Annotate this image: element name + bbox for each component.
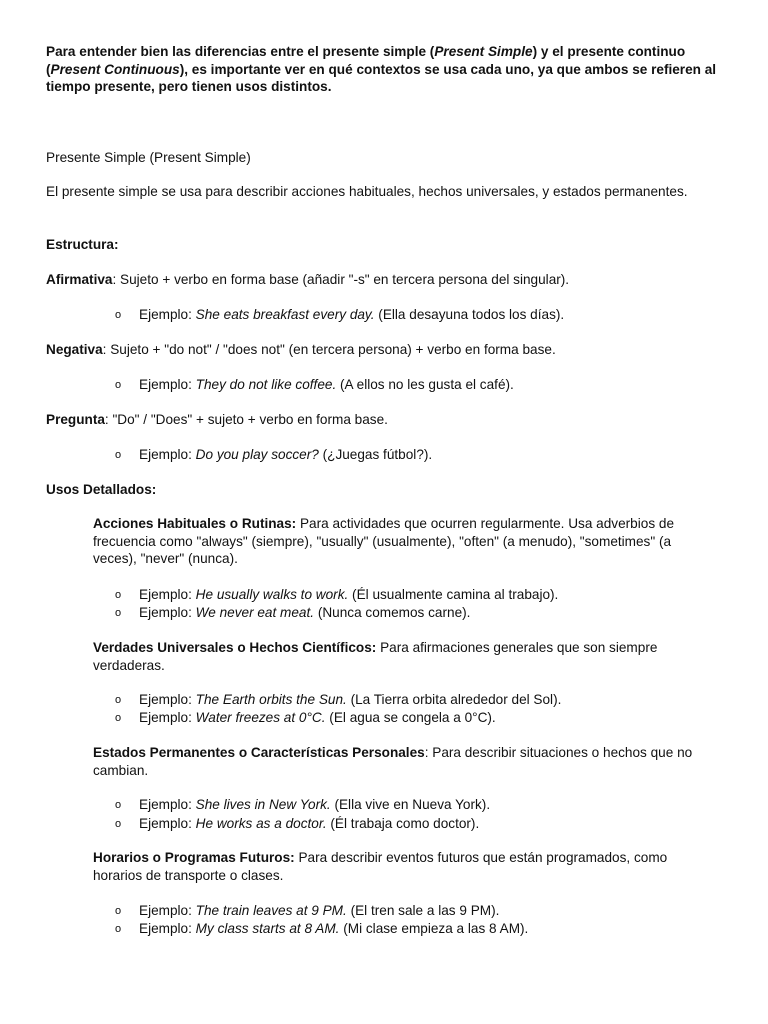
- structure-negativa: Negativa: Sujeto + "do not" / "does not" (en tercera persona) + verbo en forma base.: [46, 342, 556, 357]
- bullet-icon: o: [115, 923, 122, 935]
- bullet-icon: o: [115, 818, 122, 830]
- example-habituales-2: Ejemplo: We never eat meat. (Nunca comemos carne).: [139, 605, 471, 620]
- structure-afirmativa: Afirmativa: Sujeto + verbo en forma base (añadir "-s" en tercera persona del singular).: [46, 272, 570, 287]
- example-habituales-1: Ejemplo: He usually walks to work. (Él usualmente camina al trabajo).: [139, 587, 559, 602]
- bullet-icon: o: [115, 449, 122, 461]
- example-afirmativa: Ejemplo: She eats breakfast every day. (Ella desayuna todos los días).: [139, 307, 565, 322]
- usos-heading: Usos Detallados:: [46, 482, 157, 497]
- example-horarios-2: Ejemplo: My class starts at 8 AM. (Mi clase empieza a las 8 AM).: [139, 921, 529, 936]
- bullet-icon: o: [115, 589, 122, 601]
- bullet-icon: o: [115, 799, 122, 811]
- structure-pregunta: Pregunta: "Do" / "Does" + sujeto + verbo en forma base.: [46, 412, 388, 427]
- example-estados-1: Ejemplo: She lives in New York. (Ella vive en Nueva York).: [139, 797, 491, 812]
- section-title: Presente Simple (Present Simple): [46, 150, 251, 165]
- section-description: El presente simple se usa para describir acciones habituales, hechos universales, y estados permanentes.: [46, 184, 688, 199]
- bullet-icon: o: [115, 905, 122, 917]
- example-pregunta: Ejemplo: Do you play soccer? (¿Juegas fútbol?).: [139, 447, 433, 462]
- example-verdades-1: Ejemplo: The Earth orbits the Sun. (La Tierra orbita alrededor del Sol).: [139, 692, 562, 707]
- bullet-icon: o: [115, 712, 122, 724]
- example-estados-2: Ejemplo: He works as a doctor. (Él trabaja como doctor).: [139, 816, 480, 831]
- example-verdades-2: Ejemplo: Water freezes at 0°C. (El agua se congela a 0°C).: [139, 710, 496, 725]
- bullet-icon: o: [115, 379, 122, 391]
- uso-habituales: Acciones Habituales o Rutinas: Para actividades que ocurren regularmente. Usa adverbios de frecuencia como "always" (siempre), "usually" (usualmente), "often" (a menudo), "sometimes" (a veces), "never" (nunca).: [93, 516, 675, 566]
- bullet-icon: o: [115, 694, 122, 706]
- example-horarios-1: Ejemplo: The train leaves at 9 PM. (El tren sale a las 9 PM).: [139, 903, 500, 918]
- bullet-icon: o: [115, 607, 122, 619]
- example-negativa: Ejemplo: They do not like coffee. (A ellos no les gusta el café).: [139, 377, 514, 392]
- uso-horarios: Horarios o Programas Futuros: Para describir eventos futuros que están programados, como horarios de transporte o clases.: [93, 850, 668, 883]
- uso-estados: Estados Permanentes o Características Personales: Para describir situaciones o hechos que no cambian.: [93, 745, 693, 778]
- uso-verdades: Verdades Universales o Hechos Científicos: Para afirmaciones generales que son siempre verdaderas.: [93, 640, 658, 673]
- bullet-icon: o: [115, 309, 122, 321]
- intro-paragraph: Para entender bien las diferencias entre el presente simple (Present Simple) y el presente continuo (Present Continuous), es importante ver en qué contextos se usa cada uno, ya que ambos se refieren al tiempo presente, pero tienen usos distintos.: [46, 44, 717, 94]
- estructura-heading: Estructura:: [46, 237, 119, 252]
